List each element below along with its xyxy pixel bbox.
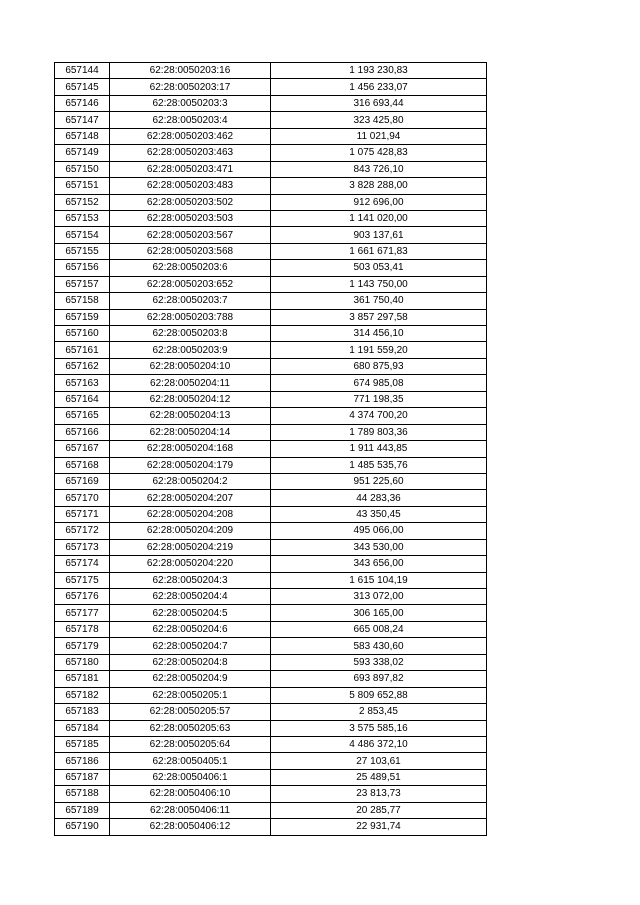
cadastral-number-cell: 62:28:0050204:13 [110,408,271,424]
row-number-cell: 657181 [55,671,110,687]
row-number-cell: 657146 [55,95,110,111]
table-row [55,161,487,177]
table-row [55,260,487,276]
table-row [55,178,487,194]
cadastral-number-cell: 62:28:0050204:6 [110,621,271,637]
cadastral-value-cell: 903 137,61 [271,227,487,243]
cadastral-number-cell: 62:28:0050406:10 [110,786,271,802]
table-row [55,128,487,144]
cadastral-number-cell: 62:28:0050203:471 [110,161,271,177]
row-number-cell: 657166 [55,424,110,440]
cadastral-value-cell: 4 374 700,20 [271,408,487,424]
cadastral-value-cell: 1 075 428,83 [271,145,487,161]
cadastral-number-cell: 62:28:0050203:503 [110,210,271,226]
row-number-cell: 657160 [55,326,110,342]
table-row [55,210,487,226]
table-row [55,95,487,111]
row-number-cell: 657190 [55,819,110,835]
cadastral-value-cell: 1 615 104,19 [271,572,487,588]
cadastral-value-cell: 1 661 671,83 [271,243,487,259]
cadastral-number-cell: 62:28:0050405:1 [110,753,271,769]
cadastral-value-cell: 503 053,41 [271,260,487,276]
cadastral-value-cell: 843 726,10 [271,161,487,177]
cadastral-value-cell: 43 350,45 [271,506,487,522]
row-number-cell: 657164 [55,391,110,407]
cadastral-value-cell: 25 489,51 [271,769,487,785]
table-row [55,441,487,457]
cadastral-value-cell: 23 813,73 [271,786,487,802]
cadastral-number-cell: 62:28:0050205:64 [110,736,271,752]
row-number-cell: 657157 [55,276,110,292]
cadastral-number-cell: 62:28:0050203:788 [110,309,271,325]
cadastral-value-cell: 343 530,00 [271,539,487,555]
row-number-cell: 657186 [55,753,110,769]
row-number-cell: 657161 [55,342,110,358]
cadastral-number-cell: 62:28:0050204:2 [110,473,271,489]
row-number-cell: 657176 [55,589,110,605]
cadastral-number-cell: 62:28:0050205:1 [110,687,271,703]
cadastral-number-cell: 62:28:0050203:16 [110,63,271,79]
cadastral-number-cell: 62:28:0050204:14 [110,424,271,440]
table-row [55,736,487,752]
cadastral-value-cell: 313 072,00 [271,589,487,605]
cadastral-number-cell: 62:28:0050205:63 [110,720,271,736]
cadastral-number-cell: 62:28:0050204:3 [110,572,271,588]
cadastral-value-cell: 343 656,00 [271,556,487,572]
table-row [55,506,487,522]
cadastral-number-cell: 62:28:0050203:652 [110,276,271,292]
row-number-cell: 657170 [55,490,110,506]
table-row [55,473,487,489]
cadastral-number-cell: 62:28:0050204:11 [110,375,271,391]
cadastral-number-cell: 62:28:0050406:12 [110,819,271,835]
cadastral-number-cell: 62:28:0050203:8 [110,326,271,342]
cadastral-number-cell: 62:28:0050203:502 [110,194,271,210]
cadastral-value-cell: 1 789 803,36 [271,424,487,440]
cadastral-value-cell: 1 141 020,00 [271,210,487,226]
cadastral-value-cell: 316 693,44 [271,95,487,111]
table-row [55,63,487,79]
cadastral-value-cell: 2 853,45 [271,704,487,720]
table-row [55,112,487,128]
row-number-cell: 657169 [55,473,110,489]
row-number-cell: 657189 [55,802,110,818]
row-number-cell: 657171 [55,506,110,522]
table-row [55,769,487,785]
cadastral-number-cell: 62:28:0050203:6 [110,260,271,276]
table-row [55,753,487,769]
row-number-cell: 657184 [55,720,110,736]
cadastral-number-cell: 62:28:0050204:7 [110,638,271,654]
cadastral-number-cell: 62:28:0050203:567 [110,227,271,243]
table-row [55,556,487,572]
table-row [55,391,487,407]
cadastral-value-cell: 323 425,80 [271,112,487,128]
cadastral-value-table [54,62,487,836]
table-row [55,342,487,358]
row-number-cell: 657172 [55,523,110,539]
row-number-cell: 657144 [55,63,110,79]
table-row [55,243,487,259]
cadastral-number-cell: 62:28:0050406:11 [110,802,271,818]
cadastral-value-cell: 361 750,40 [271,293,487,309]
row-number-cell: 657165 [55,408,110,424]
cadastral-value-cell: 495 066,00 [271,523,487,539]
row-number-cell: 657151 [55,178,110,194]
row-number-cell: 657159 [55,309,110,325]
cadastral-number-cell: 62:28:0050204:8 [110,654,271,670]
row-number-cell: 657158 [55,293,110,309]
cadastral-number-cell: 62:28:0050203:568 [110,243,271,259]
cadastral-number-cell: 62:28:0050204:207 [110,490,271,506]
cadastral-value-cell: 674 985,08 [271,375,487,391]
table-row [55,194,487,210]
cadastral-number-cell: 62:28:0050205:57 [110,704,271,720]
table-row [55,638,487,654]
cadastral-number-cell: 62:28:0050203:4 [110,112,271,128]
table-row [55,375,487,391]
cadastral-value-cell: 306 165,00 [271,605,487,621]
row-number-cell: 657145 [55,79,110,95]
cadastral-number-cell: 62:28:0050203:9 [110,342,271,358]
row-number-cell: 657185 [55,736,110,752]
cadastral-value-cell: 593 338,02 [271,654,487,670]
cadastral-value-cell: 3 828 288,00 [271,178,487,194]
cadastral-number-cell: 62:28:0050204:4 [110,589,271,605]
table-row [55,227,487,243]
row-number-cell: 657188 [55,786,110,802]
row-number-cell: 657153 [55,210,110,226]
cadastral-number-cell: 62:28:0050204:219 [110,539,271,555]
table-row [55,358,487,374]
table-row [55,572,487,588]
row-number-cell: 657167 [55,441,110,457]
table-row [55,79,487,95]
cadastral-number-cell: 62:28:0050204:220 [110,556,271,572]
cadastral-value-cell: 665 008,24 [271,621,487,637]
table-row [55,589,487,605]
table-row [55,276,487,292]
cadastral-value-cell: 1 143 750,00 [271,276,487,292]
row-number-cell: 657147 [55,112,110,128]
row-number-cell: 657156 [55,260,110,276]
table-row [55,802,487,818]
cadastral-number-cell: 62:28:0050204:168 [110,441,271,457]
cadastral-value-cell: 44 283,36 [271,490,487,506]
cadastral-value-cell: 1 485 535,76 [271,457,487,473]
cadastral-number-cell: 62:28:0050204:10 [110,358,271,374]
cadastral-value-cell: 5 809 652,88 [271,687,487,703]
table-row [55,819,487,835]
cadastral-value-cell: 1 193 230,83 [271,63,487,79]
cadastral-number-cell: 62:28:0050406:1 [110,769,271,785]
table-row [55,786,487,802]
table-row [55,326,487,342]
table-row [55,671,487,687]
cadastral-number-cell: 62:28:0050204:179 [110,457,271,473]
cadastral-value-cell: 314 456,10 [271,326,487,342]
cadastral-value-cell: 1 456 233,07 [271,79,487,95]
table-row [55,457,487,473]
table-row [55,704,487,720]
cadastral-number-cell: 62:28:0050203:463 [110,145,271,161]
cadastral-number-cell: 62:28:0050203:462 [110,128,271,144]
cadastral-value-cell: 693 897,82 [271,671,487,687]
cadastral-value-cell: 771 198,35 [271,391,487,407]
cadastral-value-cell: 11 021,94 [271,128,487,144]
cadastral-value-cell: 3 857 297,58 [271,309,487,325]
table-row [55,309,487,325]
table-row [55,621,487,637]
row-number-cell: 657182 [55,687,110,703]
table-row [55,490,487,506]
cadastral-number-cell: 62:28:0050204:12 [110,391,271,407]
row-number-cell: 657168 [55,457,110,473]
cadastral-number-cell: 62:28:0050203:3 [110,95,271,111]
cadastral-value-cell: 27 103,61 [271,753,487,769]
row-number-cell: 657177 [55,605,110,621]
cadastral-value-cell: 20 285,77 [271,802,487,818]
table-row [55,293,487,309]
cadastral-number-cell: 62:28:0050204:209 [110,523,271,539]
cadastral-value-cell: 1 911 443,85 [271,441,487,457]
row-number-cell: 657175 [55,572,110,588]
row-number-cell: 657152 [55,194,110,210]
table-body [55,63,487,836]
table-row [55,687,487,703]
cadastral-number-cell: 62:28:0050203:7 [110,293,271,309]
cadastral-value-cell: 583 430,60 [271,638,487,654]
table-row [55,145,487,161]
cadastral-value-cell: 22 931,74 [271,819,487,835]
row-number-cell: 657154 [55,227,110,243]
table-row [55,605,487,621]
row-number-cell: 657150 [55,161,110,177]
table-row [55,654,487,670]
row-number-cell: 657179 [55,638,110,654]
row-number-cell: 657162 [55,358,110,374]
table-row [55,539,487,555]
row-number-cell: 657178 [55,621,110,637]
row-number-cell: 657180 [55,654,110,670]
row-number-cell: 657173 [55,539,110,555]
cadastral-number-cell: 62:28:0050203:483 [110,178,271,194]
row-number-cell: 657155 [55,243,110,259]
cadastral-number-cell: 62:28:0050204:208 [110,506,271,522]
cadastral-value-cell: 912 696,00 [271,194,487,210]
row-number-cell: 657187 [55,769,110,785]
cadastral-value-cell: 680 875,93 [271,358,487,374]
table-row [55,720,487,736]
row-number-cell: 657148 [55,128,110,144]
table-row [55,523,487,539]
cadastral-number-cell: 62:28:0050204:9 [110,671,271,687]
table-row [55,408,487,424]
cadastral-number-cell: 62:28:0050203:17 [110,79,271,95]
cadastral-value-cell: 3 575 585,16 [271,720,487,736]
cadastral-value-cell: 1 191 559,20 [271,342,487,358]
row-number-cell: 657183 [55,704,110,720]
cadastral-value-cell: 951 225,60 [271,473,487,489]
cadastral-value-cell: 4 486 372,10 [271,736,487,752]
row-number-cell: 657149 [55,145,110,161]
row-number-cell: 657174 [55,556,110,572]
cadastral-number-cell: 62:28:0050204:5 [110,605,271,621]
row-number-cell: 657163 [55,375,110,391]
table-row [55,424,487,440]
